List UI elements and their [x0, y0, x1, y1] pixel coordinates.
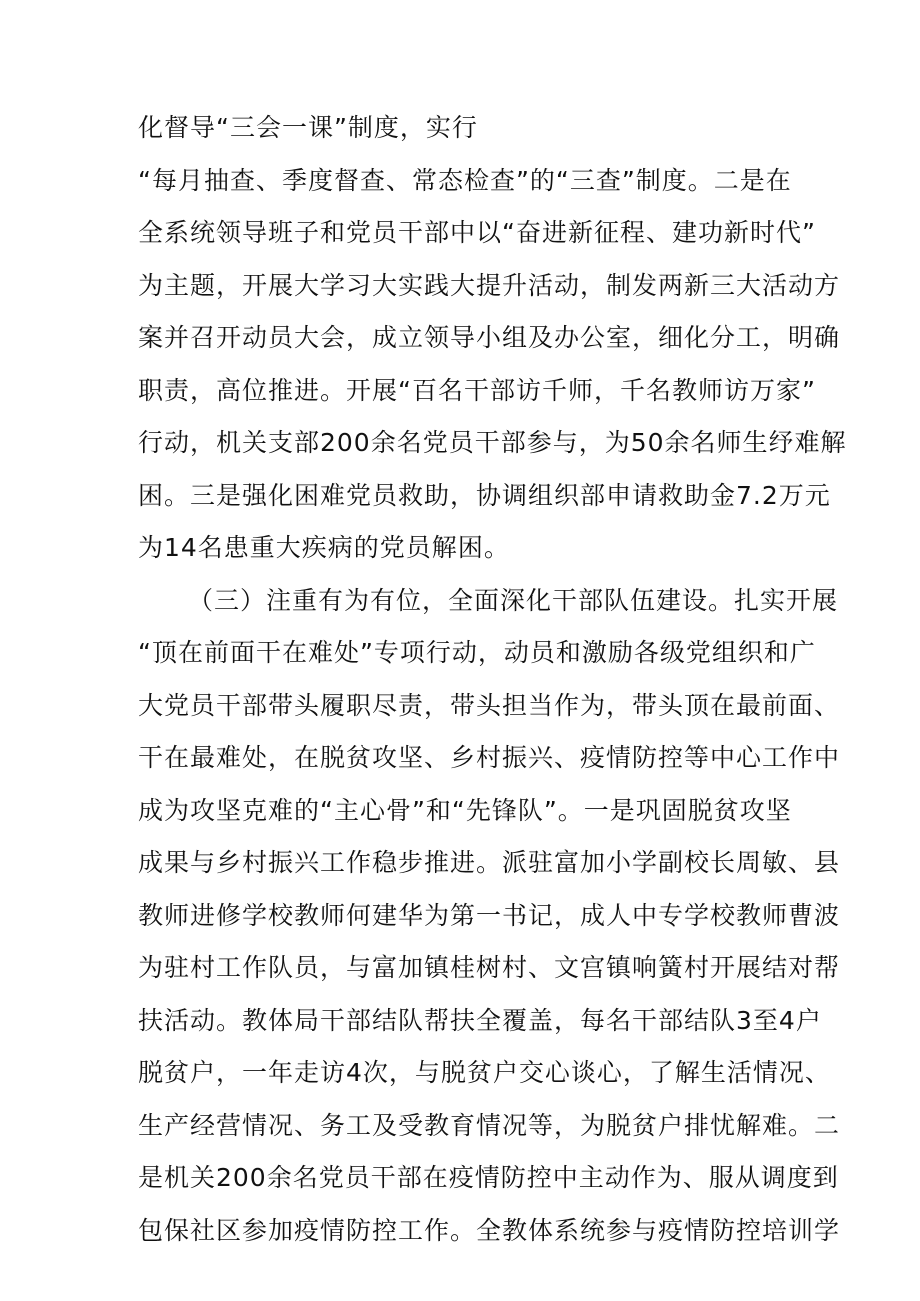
text-line: 干在最难处，在脱贫攻坚、乡村振兴、疫情防控等中心工作中 [138, 743, 841, 772]
text-line: 案并召开动员大会，成立领导小组及办公室，细化分工，明确 [138, 323, 841, 352]
text-line: 脱贫户，一年走访4次，与脱贫户交心谈心，了解生活情况、 [138, 1058, 831, 1087]
section-heading-line: （三）注重有为有位，全面深化干部队伍建设。扎实开展 [188, 586, 839, 615]
text-line: 成为攻坚克难的“主心骨”和“先锋队”。一是巩固脱贫攻坚 [138, 796, 792, 825]
text-line: 为主题，开展大学习大实践大提升活动，制发两新三大活动方 [138, 271, 841, 300]
text-line: 为14名患重大疾病的党员解困。 [138, 533, 510, 562]
text-line: 是机关200余名党员干部在疫情防控中主动作为、服从调度到 [138, 1163, 839, 1192]
text-line: 扶活动。教体局干部结队帮扶全覆盖，每名干部结队3至4户 [138, 1006, 822, 1035]
text-line: 全系统领导班子和党员干部中以“奋进新征程、建功新时代” [138, 218, 816, 247]
text-line: 为驻村工作队员，与富加镇桂树村、文宫镇响簧村开展结对帮 [138, 953, 841, 982]
text-line: 成果与乡村振兴工作稳步推进。派驻富加小学副校长周敏、县 [138, 848, 841, 877]
text-line: “每月抽查、季度督查、常态检查”的“三查”制度。二是在 [138, 166, 792, 195]
text-line: 职责，高位推进。开展“百名干部访千师，千名教师访万家” [138, 376, 816, 405]
text-line: 大党员干部带头履职尽责，带头担当作为，带头顶在最前面、 [138, 691, 841, 720]
text-line: 行动，机关支部200余名党员干部参与，为50余名师生纾难解 [138, 428, 847, 457]
text-line: “顶在前面干在难处”专项行动，动员和激励各级党组织和广 [138, 638, 816, 667]
text-line: 化督导“三会一课”制度，实行 [138, 113, 478, 142]
text-line: 包保社区参加疫情防控工作。全教体系统参与疫情防控培训学 [138, 1216, 841, 1245]
text-line: 生产经营情况、务工及受教育情况等，为脱贫户排忧解难。二 [138, 1111, 841, 1140]
text-line: 教师进修学校教师何建华为第一书记，成人中专学校教师曹波 [138, 901, 841, 930]
text-line: 困。三是强化困难党员救助，协调组织部申请救助金7.2万元 [138, 481, 831, 510]
